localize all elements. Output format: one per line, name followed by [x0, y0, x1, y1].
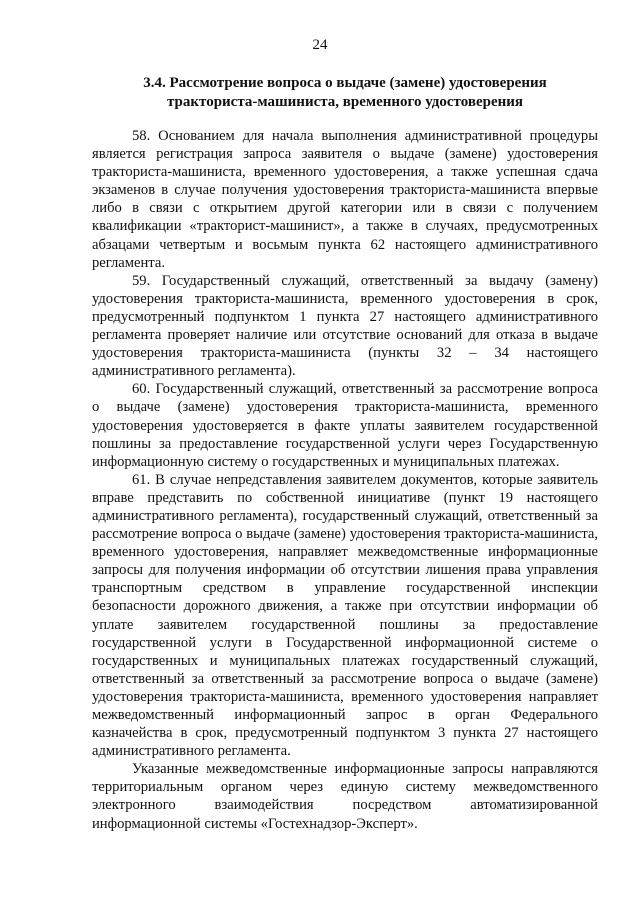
- section-heading-line-2: тракториста-машиниста, временного удостоверения: [166, 94, 523, 110]
- paragraph-60: 60. Государственный служащий, ответственный за рассмотрение вопроса о выдаче (замене) удостоверения тракториста-машиниста, временного удостоверения удостоверяется в факте уплаты заявителем государственной пошлины за предоставление государственной услуги через Государственную информационную систему о государственных и муниципальных платежах.: [92, 381, 598, 470]
- page-number: 24: [312, 37, 328, 53]
- section-heading: [92, 74, 598, 112]
- paragraph-requests-note: Указанные межведомственные информационные запросы направляются территориальным органом через единую систему межведомственного электронного взаимодействия посредством автоматизированной информационной системы «Гостехнадзор-Эксперт».: [92, 761, 598, 832]
- paragraph-59: 59. Государственный служащий, ответственный за выдачу (замену) удостоверения тракториста-машиниста, временного удостоверения в срок, предусмотренный подпунктом 1 пункта 27 настоящего административного регламента проверяет наличие или отсутствие оснований для отказа в выдаче удостоверения тракториста-машиниста (пункты 32 – 34 настоящего административного регламента).: [92, 272, 598, 380]
- document-body: [92, 127, 598, 833]
- section-heading-line-1: 3.4. Рассмотрение вопроса о выдаче (замене) удостоверения: [143, 75, 547, 91]
- paragraph-61: 61. В случае непредставления заявителем документов, которые заявитель вправе представить по собственной инициативе (пункт 19 настоящего административного регламента), государственный служащий, ответственный за рассмотрение вопроса о выдаче (замене) удостоверения тракториста-машиниста, временного удостоверения, направляет межведомственные информационные запросы для получения информации об отсутствии лишения права управления транспортным средством в управление государственной инспекции безопасности дорожного движения, а также при отсутствии информации об уплате заявителем государственной пошлины за предоставление государственной услуги в Государственной информационной системе о государственных и муниципальных платежах государственный служащий, ответственный за ответственный за рассмотрение вопроса о выдаче (замене) удостоверения тракториста-машиниста, временного удостоверения направляет межведомственный информационный запрос в орган Федерального казначейства в срок, предусмотренный подпунктом 3 пункта 27 настоящего административного регламента.: [92, 471, 598, 760]
- paragraph-58: 58. Основанием для начала выполнения административной процедуры является регистрация запроса заявителя о выдаче (замене) удостоверения тракториста-машиниста, временного удостоверения, а также успешная сдача экзаменов в случае получения удостоверения тракториста-машиниста впервые либо в связи с открытием другой категории или в связи с получением квалификации «тракторист-машинист», а также в случаях, предусмотренных абзацами четвертым и восьмым пункта 62 настоящего административного регламента.: [92, 128, 598, 271]
